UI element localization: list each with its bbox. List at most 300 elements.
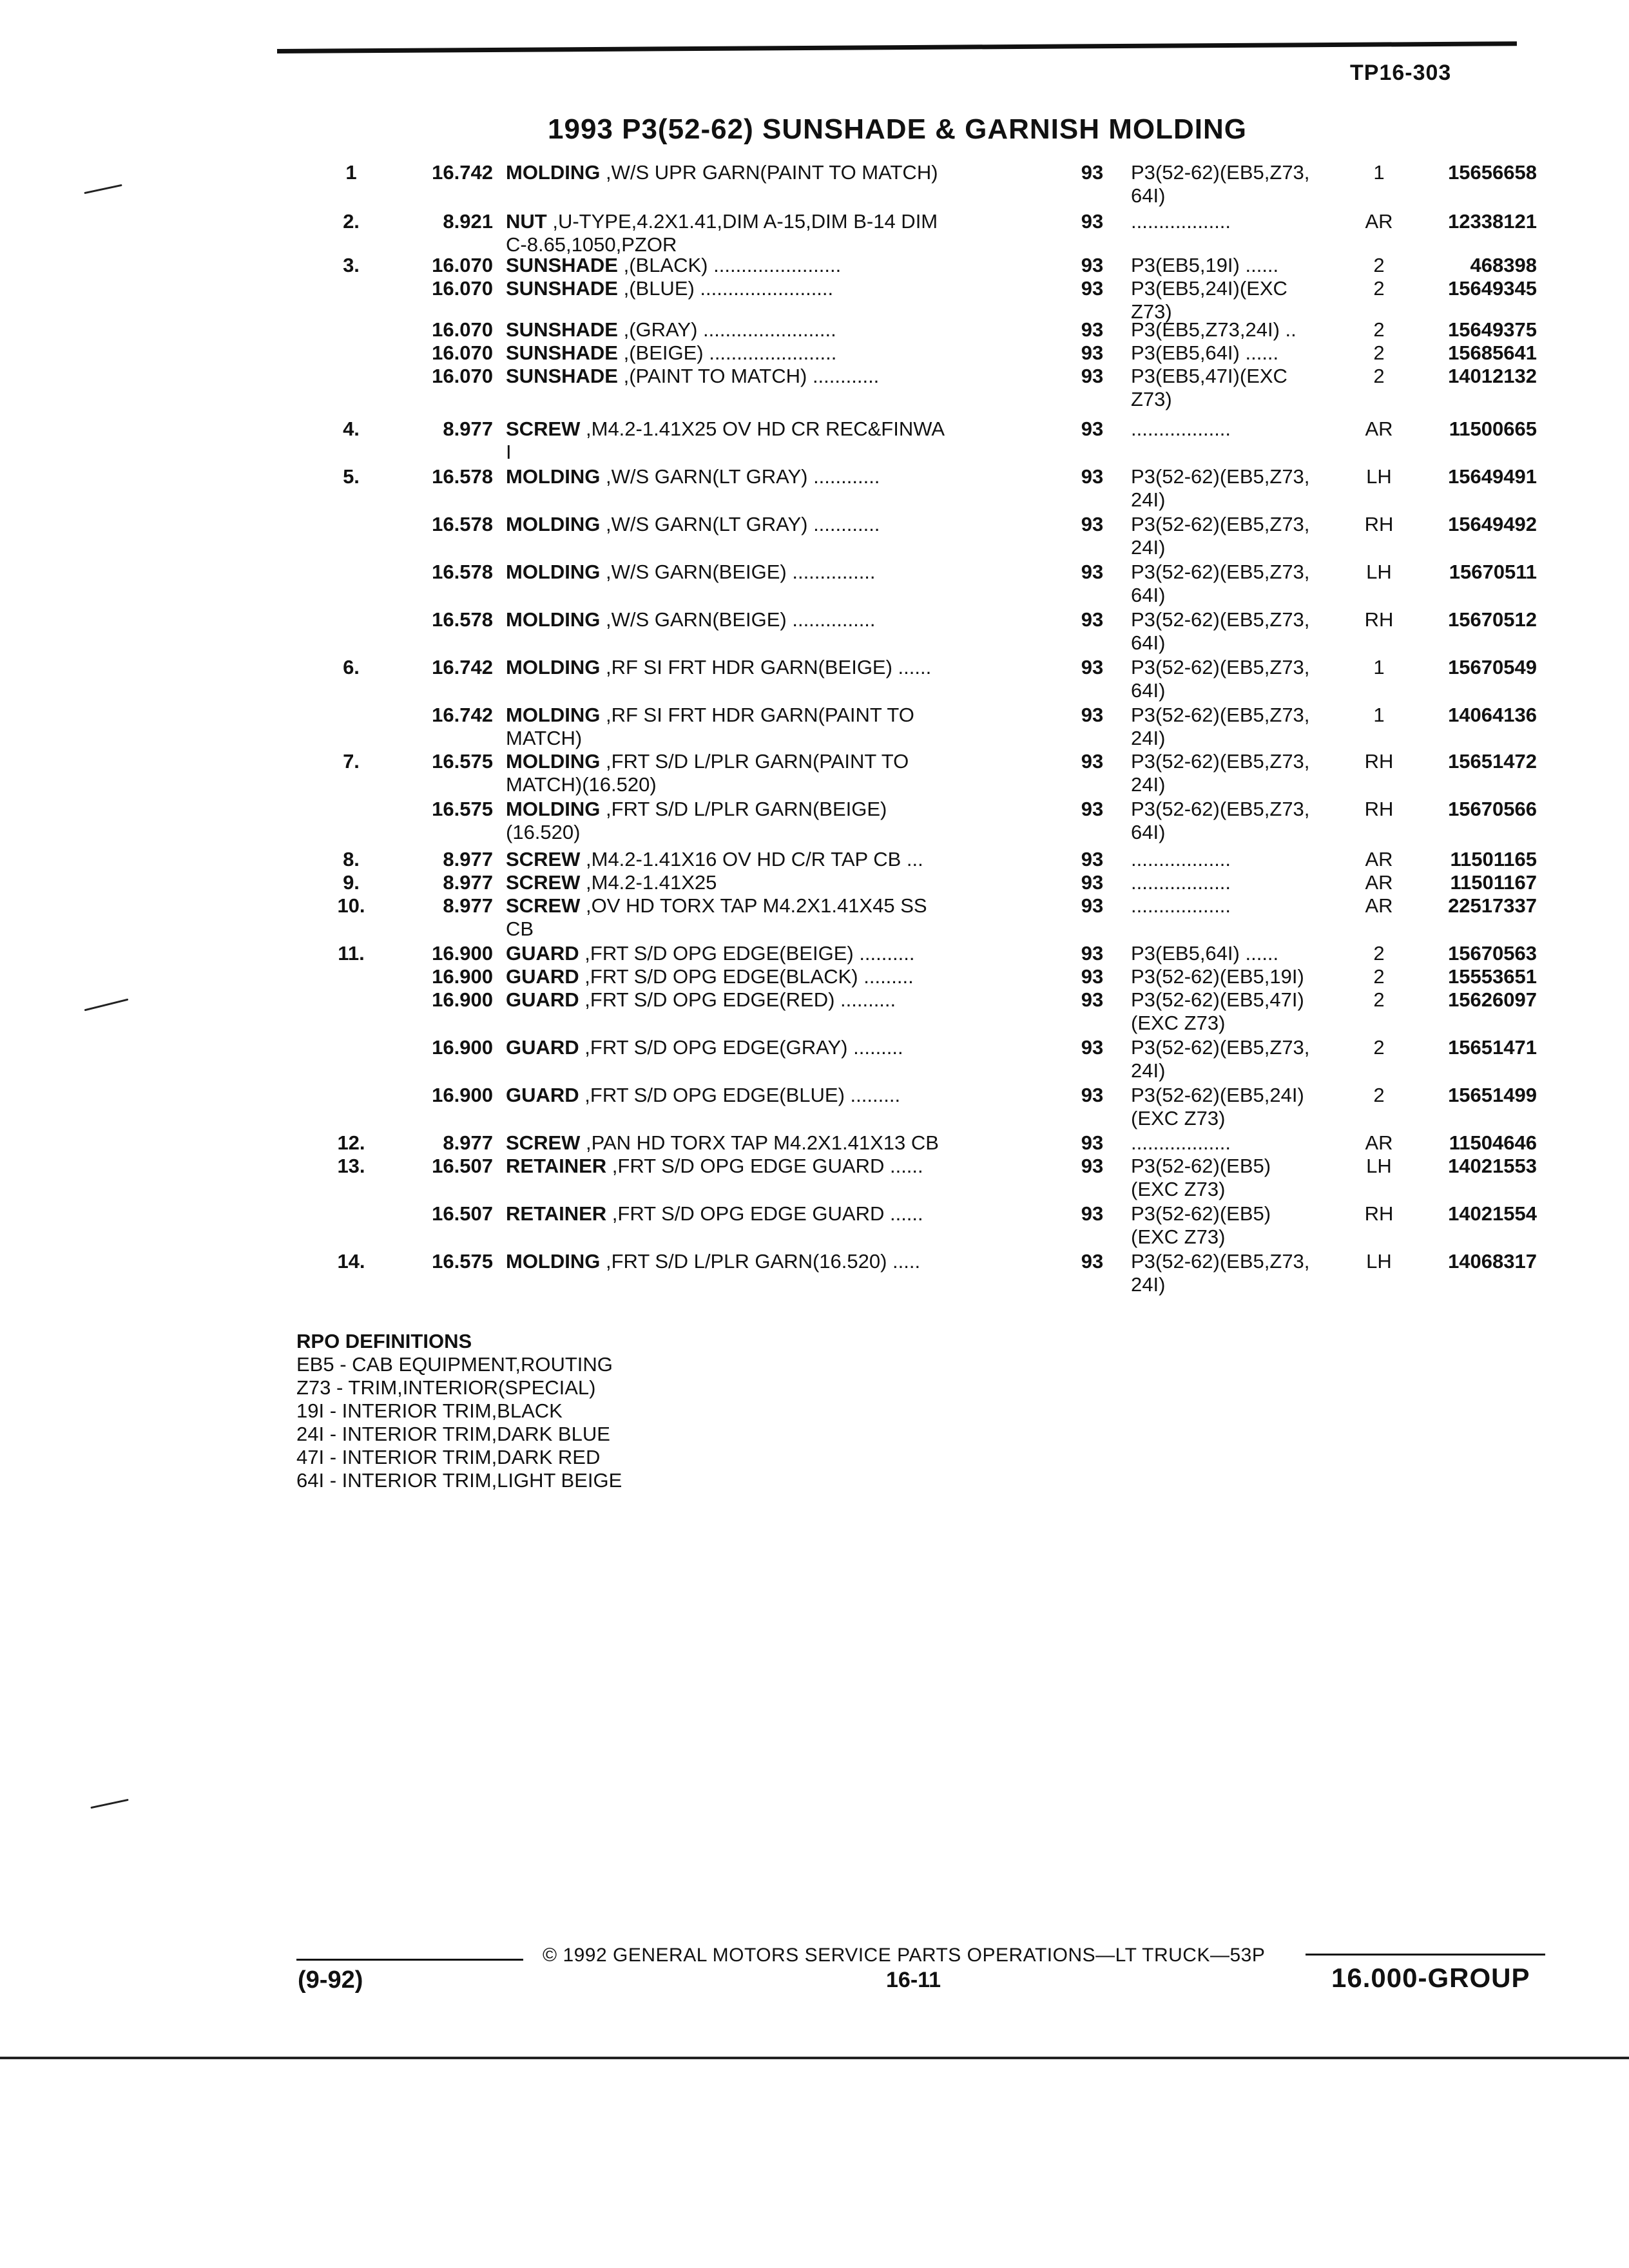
part-number: 15670549 [1448, 656, 1537, 678]
application [1131, 513, 1350, 559]
item-number: 1 [345, 161, 357, 184]
quantity: RH [1364, 798, 1394, 820]
part-description [506, 513, 1047, 536]
part-name: MOLDING [506, 608, 601, 631]
application [1131, 1202, 1350, 1249]
part-description [506, 750, 1047, 796]
part-name: RETAINER [506, 1202, 607, 1225]
part-detail: ,PAN HD TORX TAP M4.2X1.41X13 CB [580, 1131, 939, 1154]
part-detail: ,(BLUE) ........................ [617, 277, 834, 300]
part-detail: ,M4.2-1.41X16 OV HD C/R TAP CB ... [580, 848, 923, 870]
model-year: 93 [1081, 871, 1104, 894]
top-rule [277, 41, 1517, 53]
application-line: P3(52-62)(EB5,Z73, [1131, 608, 1310, 631]
page-number: 16-11 [886, 1968, 941, 1992]
model-year: 93 [1081, 277, 1104, 300]
model-year: 93 [1081, 254, 1104, 276]
part-number: 15649492 [1448, 513, 1537, 535]
part-name: MOLDING [506, 704, 601, 726]
footer-rule-right [1306, 1954, 1545, 1956]
part-name: GUARD [506, 942, 579, 965]
application-line: P3(52-62)(EB5,Z73, [1131, 798, 1310, 820]
part-number: 15651472 [1448, 750, 1537, 773]
part-name: SUNSHADE [506, 254, 618, 276]
part-name: SUNSHADE [506, 277, 618, 300]
part-number: 14064136 [1448, 704, 1537, 726]
quantity: 2 [1373, 341, 1385, 364]
application [1131, 418, 1350, 441]
part-name: SUNSHADE [506, 365, 618, 387]
quantity: AR [1365, 1131, 1393, 1154]
part-name: SCREW [506, 871, 581, 894]
model-year: 93 [1081, 656, 1104, 678]
part-name: MOLDING [506, 656, 601, 678]
application [1131, 341, 1350, 365]
part-description [506, 704, 1047, 750]
part-number: 15670566 [1448, 798, 1537, 820]
quantity: 2 [1373, 318, 1385, 341]
part-detail: ,FRT S/D OPG EDGE GUARD ...... [606, 1155, 923, 1177]
group-number: 16.070 [432, 318, 493, 341]
application [1131, 848, 1350, 871]
part-description [506, 988, 1047, 1012]
part-detail: ,FRT S/D OPG EDGE(BEIGE) .......... [579, 942, 915, 965]
part-description [506, 465, 1047, 488]
part-name: MOLDING [506, 798, 601, 820]
part-number: 11501167 [1450, 871, 1537, 894]
application-line: P3(52-62)(EB5,19I) [1131, 965, 1304, 988]
application [1131, 704, 1350, 750]
application [1131, 465, 1350, 512]
quantity: AR [1365, 210, 1393, 233]
part-detail-continued: CB [506, 918, 534, 940]
model-year: 93 [1081, 608, 1104, 631]
model-year: 93 [1081, 750, 1104, 773]
part-detail: ,M4.2-1.41X25 OV HD CR REC&FINWA [580, 418, 945, 440]
part-name: MOLDING [506, 750, 601, 773]
group-number: 16.507 [432, 1202, 493, 1225]
part-description [506, 1202, 1047, 1225]
application-line: P3(EB5,47I)(EXC [1131, 365, 1287, 387]
application-line-continued: (EXC Z73) [1131, 1107, 1226, 1129]
footer-rule-left [296, 1959, 523, 1961]
part-detail: ,FRT S/D OPG EDGE(GRAY) ......... [579, 1036, 903, 1059]
part-name: MOLDING [506, 161, 601, 184]
model-year: 93 [1081, 561, 1104, 583]
model-year: 93 [1081, 1131, 1104, 1154]
item-number: 11. [338, 942, 365, 965]
application-line: P3(52-62)(EB5,47I) [1131, 988, 1304, 1011]
application-line: P3(52-62)(EB5) [1131, 1202, 1271, 1225]
quantity: RH [1364, 513, 1394, 535]
model-year: 93 [1081, 465, 1104, 488]
part-name: MOLDING [506, 1250, 601, 1273]
part-number: 15649491 [1448, 465, 1537, 488]
item-number: 9. [343, 871, 360, 894]
group-number: 16.900 [432, 965, 493, 988]
part-detail-continued: I [506, 441, 512, 463]
model-year: 93 [1081, 704, 1104, 726]
application-line: P3(EB5,64I) ...... [1131, 942, 1279, 965]
part-number: 15651499 [1448, 1084, 1537, 1106]
application-line: P3(52-62)(EB5,Z73, [1131, 750, 1310, 773]
application-line: P3(52-62)(EB5,Z73, [1131, 704, 1310, 726]
part-description [506, 798, 1047, 844]
application-line: .................. [1131, 1131, 1231, 1154]
application-line: P3(52-62)(EB5,Z73, [1131, 1250, 1310, 1273]
group-number: 16.578 [432, 513, 493, 535]
model-year: 93 [1081, 513, 1104, 535]
part-description [506, 561, 1047, 584]
part-detail: ,RF SI FRT HDR GARN(BEIGE) ...... [600, 656, 932, 678]
part-number: 11500665 [1449, 418, 1537, 440]
part-number: 15685641 [1448, 341, 1537, 364]
part-name: SCREW [506, 894, 581, 917]
item-number: 13. [337, 1155, 365, 1177]
revision-date: (9-92) [298, 1966, 363, 1994]
item-number: 6. [343, 656, 360, 678]
part-name: SUNSHADE [506, 318, 618, 341]
quantity: 2 [1373, 965, 1385, 988]
group-number: 16.575 [432, 798, 493, 820]
application-line-continued: 24I) [1131, 1059, 1166, 1082]
application [1131, 254, 1350, 277]
application-line: P3(52-62)(EB5,Z73, [1131, 161, 1310, 184]
part-description [506, 418, 1047, 464]
group-number: 16.742 [432, 161, 493, 184]
part-description [506, 1131, 1047, 1155]
application-line-continued: 64I) [1131, 821, 1166, 843]
part-detail: ,(BLACK) ....................... [617, 254, 842, 276]
quantity: 2 [1373, 254, 1385, 276]
group-number: 8.977 [443, 871, 493, 894]
application-line-continued: 64I) [1131, 184, 1166, 207]
application-line: .................. [1131, 210, 1231, 233]
application [1131, 277, 1350, 323]
application-line: P3(52-62)(EB5,24I) [1131, 1084, 1304, 1106]
application-line-continued: 24I) [1131, 536, 1166, 559]
group-number: 8.977 [443, 894, 493, 917]
part-name: MOLDING [506, 561, 601, 583]
quantity: AR [1365, 848, 1393, 870]
part-detail: ,FRT S/D L/PLR GARN(BEIGE) [600, 798, 887, 820]
model-year: 93 [1081, 365, 1104, 387]
rpo-item: EB5 - CAB EQUIPMENT,ROUTING [296, 1353, 613, 1376]
part-name: GUARD [506, 965, 579, 988]
part-detail: ,RF SI FRT HDR GARN(PAINT TO [600, 704, 914, 726]
item-number: 3. [343, 254, 360, 276]
copyright-notice: © 1992 GENERAL MOTORS SERVICE PARTS OPERATIONS—LT TRUCK—53P [543, 1945, 1266, 1966]
part-number: 22517337 [1448, 894, 1537, 917]
quantity: 1 [1373, 704, 1385, 726]
group-number: 16.070 [432, 365, 493, 387]
item-number: 5. [343, 465, 360, 488]
part-description [506, 365, 1047, 388]
model-year: 93 [1081, 798, 1104, 820]
part-description [506, 848, 1047, 871]
part-description [506, 277, 1047, 300]
application-line: P3(52-62)(EB5,Z73, [1131, 513, 1310, 535]
quantity: 1 [1373, 161, 1385, 184]
quantity: LH [1366, 1155, 1392, 1177]
item-number: 10. [337, 894, 365, 917]
model-year: 93 [1081, 161, 1104, 184]
rpo-item: 19I - INTERIOR TRIM,BLACK [296, 1399, 563, 1422]
model-year: 93 [1081, 418, 1104, 440]
part-detail: ,U-TYPE,4.2X1.41,DIM A-15,DIM B-14 DIM [546, 210, 938, 233]
part-name: SCREW [506, 1131, 581, 1154]
model-year: 93 [1081, 848, 1104, 870]
model-year: 93 [1081, 318, 1104, 341]
part-detail: ,W/S GARN(LT GRAY) ............ [600, 513, 880, 535]
rpo-item: Z73 - TRIM,INTERIOR(SPECIAL) [296, 1376, 596, 1399]
part-description [506, 1155, 1047, 1178]
application [1131, 1155, 1350, 1201]
part-number: 15670511 [1449, 561, 1537, 583]
part-description [506, 1084, 1047, 1107]
model-year: 93 [1081, 988, 1104, 1011]
part-description [506, 942, 1047, 965]
model-year: 93 [1081, 1250, 1104, 1273]
application-line-continued: 24I) [1131, 773, 1166, 796]
application-line: P3(52-62)(EB5) [1131, 1155, 1271, 1177]
group-number: 16.578 [432, 608, 493, 631]
part-name: SUNSHADE [506, 341, 618, 364]
part-detail: ,FRT S/D L/PLR GARN(PAINT TO [600, 750, 909, 773]
part-name: MOLDING [506, 513, 601, 535]
group-label: 16.000-GROUP [1331, 1963, 1530, 1993]
quantity: AR [1365, 894, 1393, 917]
application [1131, 318, 1350, 341]
part-name: GUARD [506, 1036, 579, 1059]
application [1131, 210, 1350, 233]
group-number: 16.900 [432, 1084, 493, 1106]
model-year: 93 [1081, 210, 1104, 233]
application [1131, 1084, 1350, 1130]
quantity: 1 [1373, 656, 1385, 678]
application [1131, 561, 1350, 607]
part-description [506, 1250, 1047, 1273]
part-detail: ,(BEIGE) ....................... [617, 341, 837, 364]
group-number: 8.977 [443, 418, 493, 440]
application-line-continued: 24I) [1131, 727, 1166, 749]
application-line: .................. [1131, 894, 1231, 917]
part-description [506, 341, 1047, 365]
application-line: P3(EB5,Z73,24I) .. [1131, 318, 1296, 341]
model-year: 93 [1081, 965, 1104, 988]
part-name: NUT [506, 210, 547, 233]
application [1131, 365, 1350, 411]
model-year: 93 [1081, 942, 1104, 965]
group-number: 16.575 [432, 750, 493, 773]
group-number: 16.742 [432, 656, 493, 678]
part-name: GUARD [506, 1084, 579, 1106]
part-number: 15670512 [1448, 608, 1537, 631]
part-detail: ,FRT S/D OPG EDGE(BLUE) ......... [579, 1084, 901, 1106]
quantity: 2 [1373, 1036, 1385, 1059]
application-line-continued: Z73) [1131, 388, 1172, 410]
application-line: P3(EB5,24I)(EXC [1131, 277, 1287, 300]
item-number: 7. [343, 750, 360, 773]
part-detail: ,(GRAY) ........................ [617, 318, 836, 341]
part-name: GUARD [506, 988, 579, 1011]
application [1131, 656, 1350, 702]
quantity: AR [1365, 418, 1393, 440]
quantity: 2 [1373, 277, 1385, 300]
part-detail: ,(PAINT TO MATCH) ............ [617, 365, 880, 387]
rpo-definitions [296, 1330, 622, 1492]
quantity: RH [1364, 1202, 1394, 1225]
margin-mark [90, 1799, 128, 1809]
application-line: P3(52-62)(EB5,Z73, [1131, 656, 1310, 678]
group-number: 16.900 [432, 988, 493, 1011]
application-line: P3(52-62)(EB5,Z73, [1131, 465, 1310, 488]
application-line: P3(52-62)(EB5,Z73, [1131, 1036, 1310, 1059]
group-number: 16.900 [432, 1036, 493, 1059]
application-line: .................. [1131, 848, 1231, 870]
application-line-continued: 64I) [1131, 679, 1166, 702]
application [1131, 871, 1350, 894]
group-number: 16.900 [432, 942, 493, 965]
application [1131, 161, 1350, 207]
part-number: 15553651 [1448, 965, 1537, 988]
page-title: 1993 P3(52-62) SUNSHADE & GARNISH MOLDING [548, 113, 1248, 145]
part-detail-continued: C-8.65,1050,PZOR [506, 233, 677, 256]
application [1131, 988, 1350, 1035]
application-line: .................. [1131, 418, 1231, 440]
part-number: 14021554 [1448, 1202, 1537, 1225]
group-number: 16.070 [432, 277, 493, 300]
part-detail: ,FRT S/D OPG EDGE GUARD ...... [606, 1202, 923, 1225]
group-number: 16.575 [432, 1250, 493, 1273]
part-description [506, 161, 1047, 184]
group-number: 8.977 [443, 1131, 493, 1154]
application [1131, 965, 1350, 988]
application [1131, 1250, 1350, 1296]
part-number: 11504646 [1449, 1131, 1537, 1154]
application-line: P3(EB5,64I) ...... [1131, 341, 1279, 364]
part-description [506, 656, 1047, 679]
part-detail-continued: MATCH) [506, 727, 583, 749]
application-line-continued: (EXC Z73) [1131, 1225, 1226, 1248]
bottom-rule [0, 2057, 1629, 2059]
part-number: 15649345 [1448, 277, 1537, 300]
application [1131, 608, 1350, 655]
model-year: 93 [1081, 1036, 1104, 1059]
part-name: MOLDING [506, 465, 601, 488]
group-number: 16.507 [432, 1155, 493, 1177]
application-line-continued: (EXC Z73) [1131, 1012, 1226, 1034]
part-description [506, 894, 1047, 941]
part-description [506, 965, 1047, 988]
model-year: 93 [1081, 894, 1104, 917]
part-detail: ,W/S GARN(BEIGE) ............... [600, 608, 876, 631]
application [1131, 798, 1350, 844]
part-name: SCREW [506, 418, 581, 440]
quantity: LH [1366, 561, 1392, 583]
quantity: 2 [1373, 988, 1385, 1011]
part-detail: ,W/S GARN(LT GRAY) ............ [600, 465, 880, 488]
part-description [506, 210, 1047, 256]
application-line-continued: Z73) [1131, 300, 1172, 323]
item-number: 12. [337, 1131, 365, 1154]
margin-mark [84, 999, 129, 1012]
part-detail-continued: (16.520) [506, 821, 581, 843]
part-number: 11501165 [1450, 848, 1537, 870]
part-detail-continued: MATCH)(16.520) [506, 773, 657, 796]
item-number: 14. [337, 1250, 365, 1273]
application [1131, 942, 1350, 965]
group-number: 16.578 [432, 561, 493, 583]
application-line-continued: (EXC Z73) [1131, 1178, 1226, 1200]
group-number: 16.070 [432, 341, 493, 364]
model-year: 93 [1081, 341, 1104, 364]
part-description [506, 608, 1047, 631]
item-number: 2. [343, 210, 360, 233]
group-number: 8.921 [443, 210, 493, 233]
model-year: 93 [1081, 1155, 1104, 1177]
group-number: 16.578 [432, 465, 493, 488]
part-description [506, 1036, 1047, 1059]
quantity: LH [1366, 1250, 1392, 1273]
part-number: 14012132 [1448, 365, 1537, 387]
rpo-heading: RPO DEFINITIONS [296, 1330, 472, 1352]
application-line-continued: 24I) [1131, 1273, 1166, 1296]
quantity: 2 [1373, 1084, 1385, 1106]
quantity: LH [1366, 465, 1392, 488]
part-detail: ,W/S GARN(BEIGE) ............... [600, 561, 876, 583]
group-number: 16.742 [432, 704, 493, 726]
application [1131, 750, 1350, 796]
part-detail: ,W/S UPR GARN(PAINT TO MATCH) [600, 161, 938, 184]
part-number: 14068317 [1448, 1250, 1537, 1273]
quantity: RH [1364, 750, 1394, 773]
quantity: AR [1365, 871, 1393, 894]
item-number: 4. [343, 418, 360, 440]
part-detail: ,M4.2-1.41X25 [580, 871, 717, 894]
part-description [506, 254, 1047, 277]
rpo-item: 47I - INTERIOR TRIM,DARK RED [296, 1446, 601, 1468]
group-number: 8.977 [443, 848, 493, 870]
part-number: 12338121 [1448, 210, 1537, 233]
rpo-item: 64I - INTERIOR TRIM,LIGHT BEIGE [296, 1469, 622, 1492]
application-line-continued: 64I) [1131, 584, 1166, 606]
application-line: .................. [1131, 871, 1231, 894]
part-name: RETAINER [506, 1155, 607, 1177]
part-number: 14021553 [1448, 1155, 1537, 1177]
application-line-continued: 64I) [1131, 631, 1166, 654]
model-year: 93 [1081, 1202, 1104, 1225]
quantity: 2 [1373, 942, 1385, 965]
document-code: TP16-303 [1350, 61, 1452, 85]
part-description [506, 318, 1047, 341]
part-detail: ,FRT S/D L/PLR GARN(16.520) ..... [600, 1250, 921, 1273]
part-detail: ,FRT S/D OPG EDGE(RED) .......... [579, 988, 896, 1011]
application [1131, 1036, 1350, 1082]
application [1131, 1131, 1350, 1155]
part-detail: ,OV HD TORX TAP M4.2X1.41X45 SS [580, 894, 927, 917]
part-number: 15656658 [1448, 161, 1537, 184]
application-line: P3(EB5,19I) ...... [1131, 254, 1279, 276]
part-number: 15651471 [1448, 1036, 1537, 1059]
application-line: P3(52-62)(EB5,Z73, [1131, 561, 1310, 583]
part-number: 468398 [1470, 254, 1537, 276]
item-number: 8. [343, 848, 360, 870]
part-name: SCREW [506, 848, 581, 870]
group-number: 16.070 [432, 254, 493, 276]
part-description [506, 871, 1047, 894]
quantity: 2 [1373, 365, 1385, 387]
